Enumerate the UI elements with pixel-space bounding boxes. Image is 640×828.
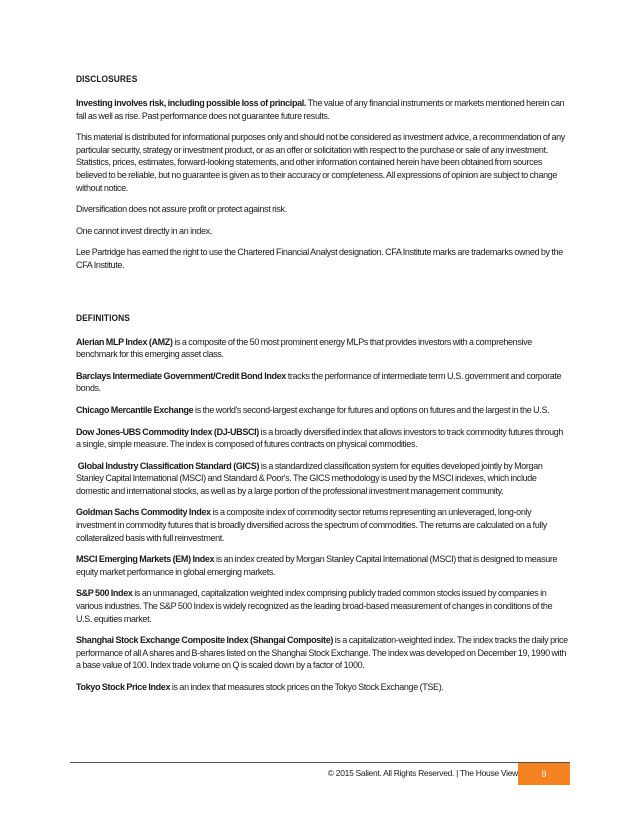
page-number: 9 [518, 763, 570, 785]
definition-item [76, 370, 568, 395]
definition-term: Barclays Intermediate Government/Credit Bond Index [76, 370, 286, 381]
disclosure-risk-bold: Investing involves risk, including possible loss of principal. [76, 98, 307, 108]
definitions-heading: DEFINITIONS [76, 312, 130, 324]
disclosure-index: One cannot invest directly in an index. [76, 225, 213, 236]
page-footer [70, 762, 570, 785]
disclosure-diversification: Diversification does not assure profit or protect against risk. [76, 204, 287, 215]
definition-term: MSCI Emerging Markets (EM) Index [76, 554, 215, 565]
definition-item [76, 506, 568, 544]
definition-item [76, 460, 568, 498]
definition-text: is a composite of the 50 most prominent energy MLPs that provides investors with a comprehensive benchmark for this emerging asset class. [76, 336, 532, 360]
definition-term: Dow Jones-UBS Commodity Index (DJ-UBSCI) [76, 426, 259, 437]
definition-text: is a composite index of commodity sector returns representing an unleveraged, long-only investment in commodity futures that is broadly diversified across the spectrum of commodities. The returns are calculated on a fully collateralized basis with full reinvestment. [76, 507, 547, 543]
disclosures-heading: DISCLOSURES [76, 74, 138, 85]
section-gap [76, 281, 568, 313]
definition-text: is a broadly diversified index that allows investors to track commodity futures through a single, simple measure. The index is composed of futures contracts on physical commodities. [76, 426, 564, 450]
definition-item [76, 336, 568, 361]
definition-term: Alerian MLP Index (AMZ) [76, 336, 173, 347]
definition-text: is a capitalization-weighted index. The index tracks the daily price performance of all A shares and B-shares listed on the Shanghai Stock Exchange. The index was developed on December 19, 1990 with a base value of 100. Index trade volume on Q is scaled down by a factor of 1000. [76, 635, 568, 671]
disclosure-cfa: Lee Partridge has earned the right to use the Chartered Financial Analyst designation. CFA Institute marks are trademarks owned by the CFA Institute. [76, 247, 563, 270]
definition-item [76, 587, 568, 625]
definition-term: S&P 500 Index [76, 588, 133, 599]
definition-term: Tokyo Stock Price Index [76, 682, 171, 692]
disclosure-risk-text: The value of any financial instruments or markets mentioned herein can fall as well as rise. Past performance does not guarantee future results. [76, 98, 565, 121]
definition-item [76, 404, 568, 417]
definition-text: tracks the performance of intermediate term U.S. government and corporate bonds. [76, 370, 562, 394]
definition-text: is a standardized classification system for equities developed jointly by Morgan Stanley Capital International (MSCI) and Standard & Poor's. The GICS methodology is used by the MSCI indexes, which include domestic and international stocks, as well as by a large portion of the professional investment management community. [76, 460, 543, 496]
definition-term: Chicago Mercantile Exchange [76, 404, 194, 415]
document-body [76, 74, 568, 703]
disclosure-risk [76, 97, 568, 122]
definition-text: is an index created by Morgan Stanley Capital International (MSCI) that is designed to measure equity market performance in global emerging markets. [76, 554, 558, 577]
definitions-list [76, 336, 568, 694]
definition-item [76, 553, 568, 578]
definition-text: is an index that measures stock prices on the Tokyo Stock Exchange (TSE). [170, 682, 444, 692]
definition-term: Shanghai Stock Exchange Composite Index (Shangai Composite) [76, 635, 333, 646]
definition-item [76, 426, 568, 451]
disclosure-informational: This material is distributed for informational purposes only and should not be considered as investment advice, a recommendation of any particular security, strategy or investment product, or as an offer or solicitation with respect to the purchase or sale of any investment. Statistics, prices, estimates, forward-looking statements, and other information contained herein have been obtained from sources believed to be reliable, but no guarantee is given as to their accuracy or completeness. All expressions of opinion are subject to change without notice. [76, 132, 565, 193]
definition-item [76, 681, 568, 694]
footer-copyright: © 2015 Salient. All Rights Reserved. | The House View [327, 768, 518, 778]
definition-text: is the world's second-largest exchange for futures and options on futures and the largest in the U.S. [193, 404, 550, 415]
definition-term: Global Industry Classification Standard (GICS) [77, 460, 260, 471]
definition-term: Goldman Sachs Commodity Index [76, 507, 211, 518]
definition-text: is an unmanaged, capitalization weighted index comprising publicly traded common stocks issued by companies in various industries. The S&P 500 Index is widely recognized as the leading broad-based measurement of changes in conditions of the U.S. equities market. [76, 588, 553, 624]
definition-item [76, 634, 568, 672]
